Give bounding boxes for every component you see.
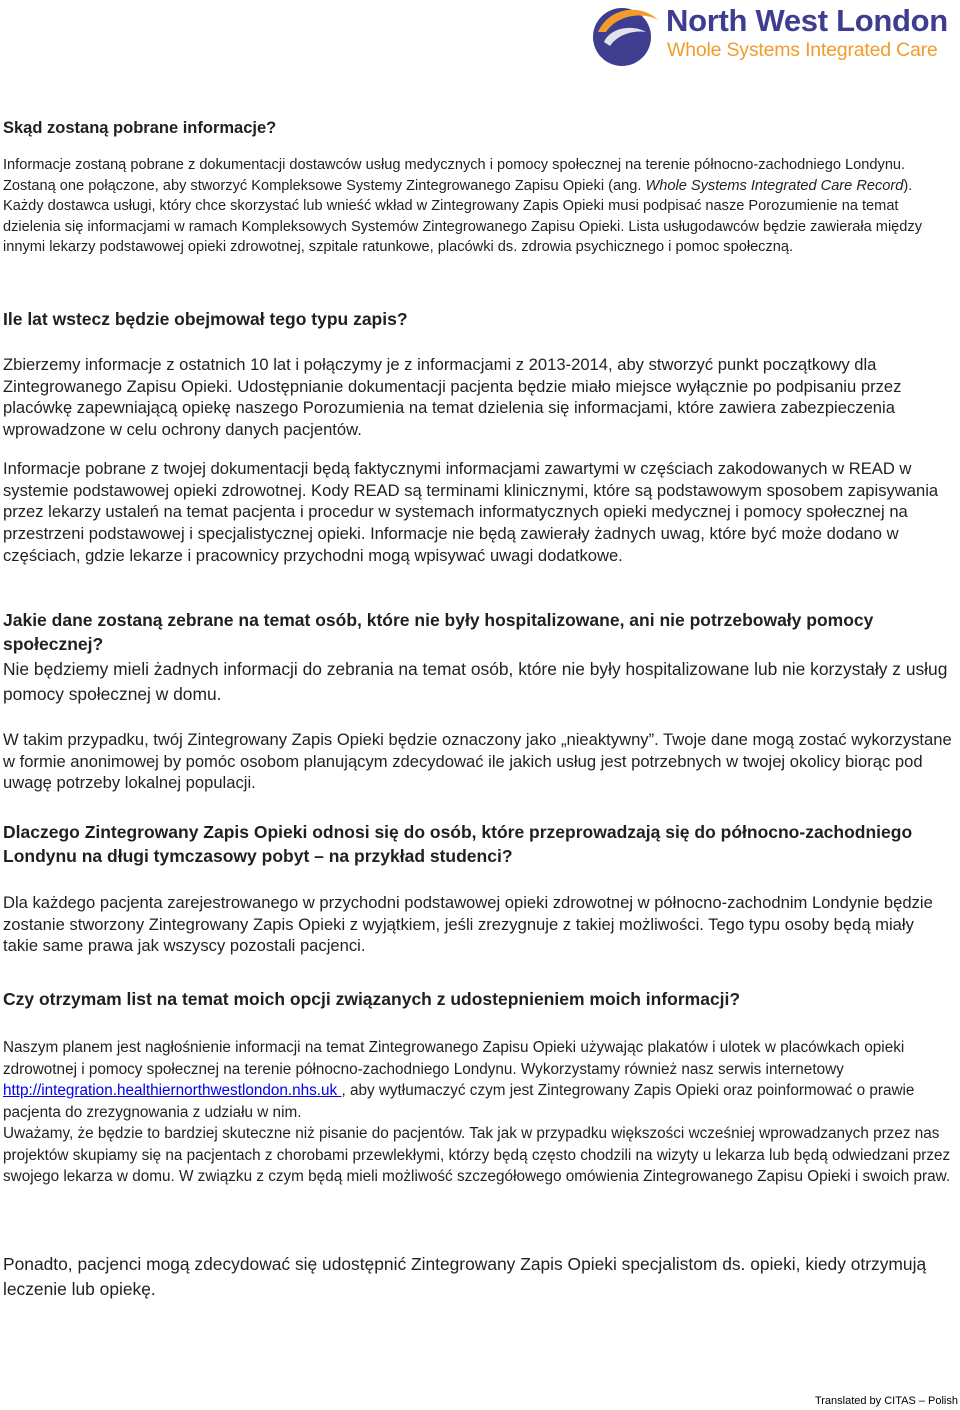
section-no-hospital (3, 608, 952, 656)
paragraph: Naszym planem jest nagłośnienie informacji na temat Zintegrowanego Zapisu Opieki używając plakatów i ulotek w placówkach opieki zdrowotnej i pomocy społecznej na terenie północno-zachodniego Londynu. Wykorzystamy również nasz serwis internetowy http://integration.healthiernorthwestlondon.nhs.uk , aby wytłumaczyć czym jest Zintegrowany Zapis Opieki oraz poinformować o prawie pacjenta do zrezygnowania z udziału w nim. (3, 1039, 915, 1121)
paragraph: Informacje zostaną pobrane z dokumentacji dostawców usług medycznych i pomocy społecznej na terenie północno-zachodniego Londynu. Zostaną one połączone, aby stworzyć Kompleksowe Systemy Zintegrowanego Zapisu Opieki (ang. Whole Systems Integrated Care Record). Każdy dostawca usługi, który chce skorzystać lub wnieść wkład w Zintegrowany Zapis Opieki musi podpisać nasze Porozumienie na temat dzielenia się informacjami w ramach Kompleksowych Systemów Zintegrowanego Zapisu Opieki. Lista usługodawców będzie zawierała między innymi lekarzy podstawowej opieki zdrowotnej, szpitale ratunkowe, placówki ds. zdrowia psychicznego i pomoc społeczną. (3, 157, 923, 255)
section-heading: Dlaczego Zintegrowany Zapis Opieki odnosi się do osób, które przeprowadzają się do północno-zachodniego Londynu na długi tymczasowy pobyt – na przykład studenci? (3, 822, 913, 866)
section-students (3, 820, 952, 868)
section-letter-body (3, 1037, 952, 1188)
paragraph: Dla każdego pacjenta zarejestrowanego w przychodni podstawowej opieki zdrowotnej w północno-zachodnim Londynie będzie zostanie stworzony Zintegrowany Zapis Opieki z wyjątkiem, jeśli zrezygnuje z takiej możliwości. Tego typu osoby będą miały takie same prawa jak wszyscy pozostali pacjenci. (3, 893, 933, 956)
section-heading: Czy otrzymam list na temat moich opcji związanych z udostepnieniem moich informacji? (3, 989, 741, 1009)
paragraph: Zbierzemy informacje z ostatnich 10 lat i połączymy je z informacjami z 2013-2014, aby stworzyć punkt początkowy dla Zintegrowanego Zapisu Opieki. Udostępnianie dokumentacji pacjenta będzie miało miejsce wyłącznie po podpisaniu przez placówkę zapewniającą opiekę naszego Porozumienia na temat dzielenia się informacjami, które zawiera zabezpieczenia wprowadzone w celu ochrony danych pacjentów. (3, 355, 902, 440)
translation-credit: Translated by CITAS – Polish (814, 1395, 958, 1407)
section-years (3, 307, 952, 331)
nwl-logo-mark-icon (588, 2, 662, 68)
section-sources-body (3, 155, 952, 258)
emphasis-text: Whole Systems Integrated Care Record (645, 177, 904, 194)
section-heading: Ile lat wstecz będzie obejmował tego typu zapis? (3, 309, 408, 329)
paragraph: Ponadto, pacjenci mogą zdecydować się udostępnić Zintegrowany Zapis Opieki specjalistom ds. opieki, kiedy otrzymują leczenie lub opiekę. (3, 1254, 927, 1299)
section-heading: Jakie dane zostaną zebrane na temat osób, które nie były hospitalizowane, ani nie potrzebowały pomocy społecznej? (3, 610, 874, 654)
section-students-body (3, 892, 952, 957)
logo-subtitle: Whole Systems Integrated Care (667, 39, 938, 61)
section-years-body (3, 354, 952, 441)
paragraph: Nie będziemy mieli żadnych informacji do zebrania na temat osób, które nie były hospitalizowane lub nie korzystały z usług pomocy społecznej w domu. (3, 659, 948, 704)
section-letter-body-2 (3, 1252, 952, 1301)
paragraph: W takim przypadku, twój Zintegrowany Zapis Opieki będzie oznaczony jako „nieaktywny”. Twoje dane mogą zostać wykorzystane w formie anonimowej by pomóc osobom planującym zdecydować ile jakich usług jest potrzebnych w twojej okolicy biorąc pod uwagę potrzeby lokalnej populacji. (3, 730, 952, 793)
website-link[interactable]: http://integration.healthiernorthwestlondon.nhs.uk (3, 1082, 342, 1099)
section-no-hospital-body (3, 657, 952, 706)
section-heading: Skąd zostaną pobrane informacje? (3, 119, 277, 137)
logo-title: North West London (666, 3, 948, 38)
section-years-body-2 (3, 458, 952, 567)
section-letter (3, 987, 952, 1011)
paragraph: Uważamy, że będzie to bardziej skuteczne niż pisanie do pacjentów. Tak jak w przypadku większości wcześniej wprowadzanych przez nas projektów skupiamy się na pacjentach z chorobami przewlekłymi, którzy będą często chodzili na wizyty u lekarza lub będą odwiedzani przez swojego lekarza w domu. W związku z czym będą mieli możliwość szczegółowego omówienia Zintegrowanego Zapisu Opieki i swoich praw. (3, 1125, 951, 1185)
nwl-logo (588, 2, 960, 68)
paragraph: Informacje pobrane z twojej dokumentacji będą faktycznymi informacjami zawartymi w częściach zakodowanych w READ w systemie podstawowej opieki zdrowotnej. Kody READ są terminami klinicznymi, które są podstawowym sposobem zapisywania przez lekarzy ustaleń na temat pacjenta i procedur w systemach informatycznych opieki medycznej i pomocy społecznej na przestrzeni podstawowej i specjalistycznej opieki. Informacje nie będą zawierały żadnych uwag, które być może dodano w częściach, gdzie lekarze i pracownicy przychodni mogą wpisywać uwagi dodatkowe. (3, 459, 939, 565)
section-sources (3, 118, 952, 138)
section-no-hospital-body-2 (3, 729, 952, 794)
